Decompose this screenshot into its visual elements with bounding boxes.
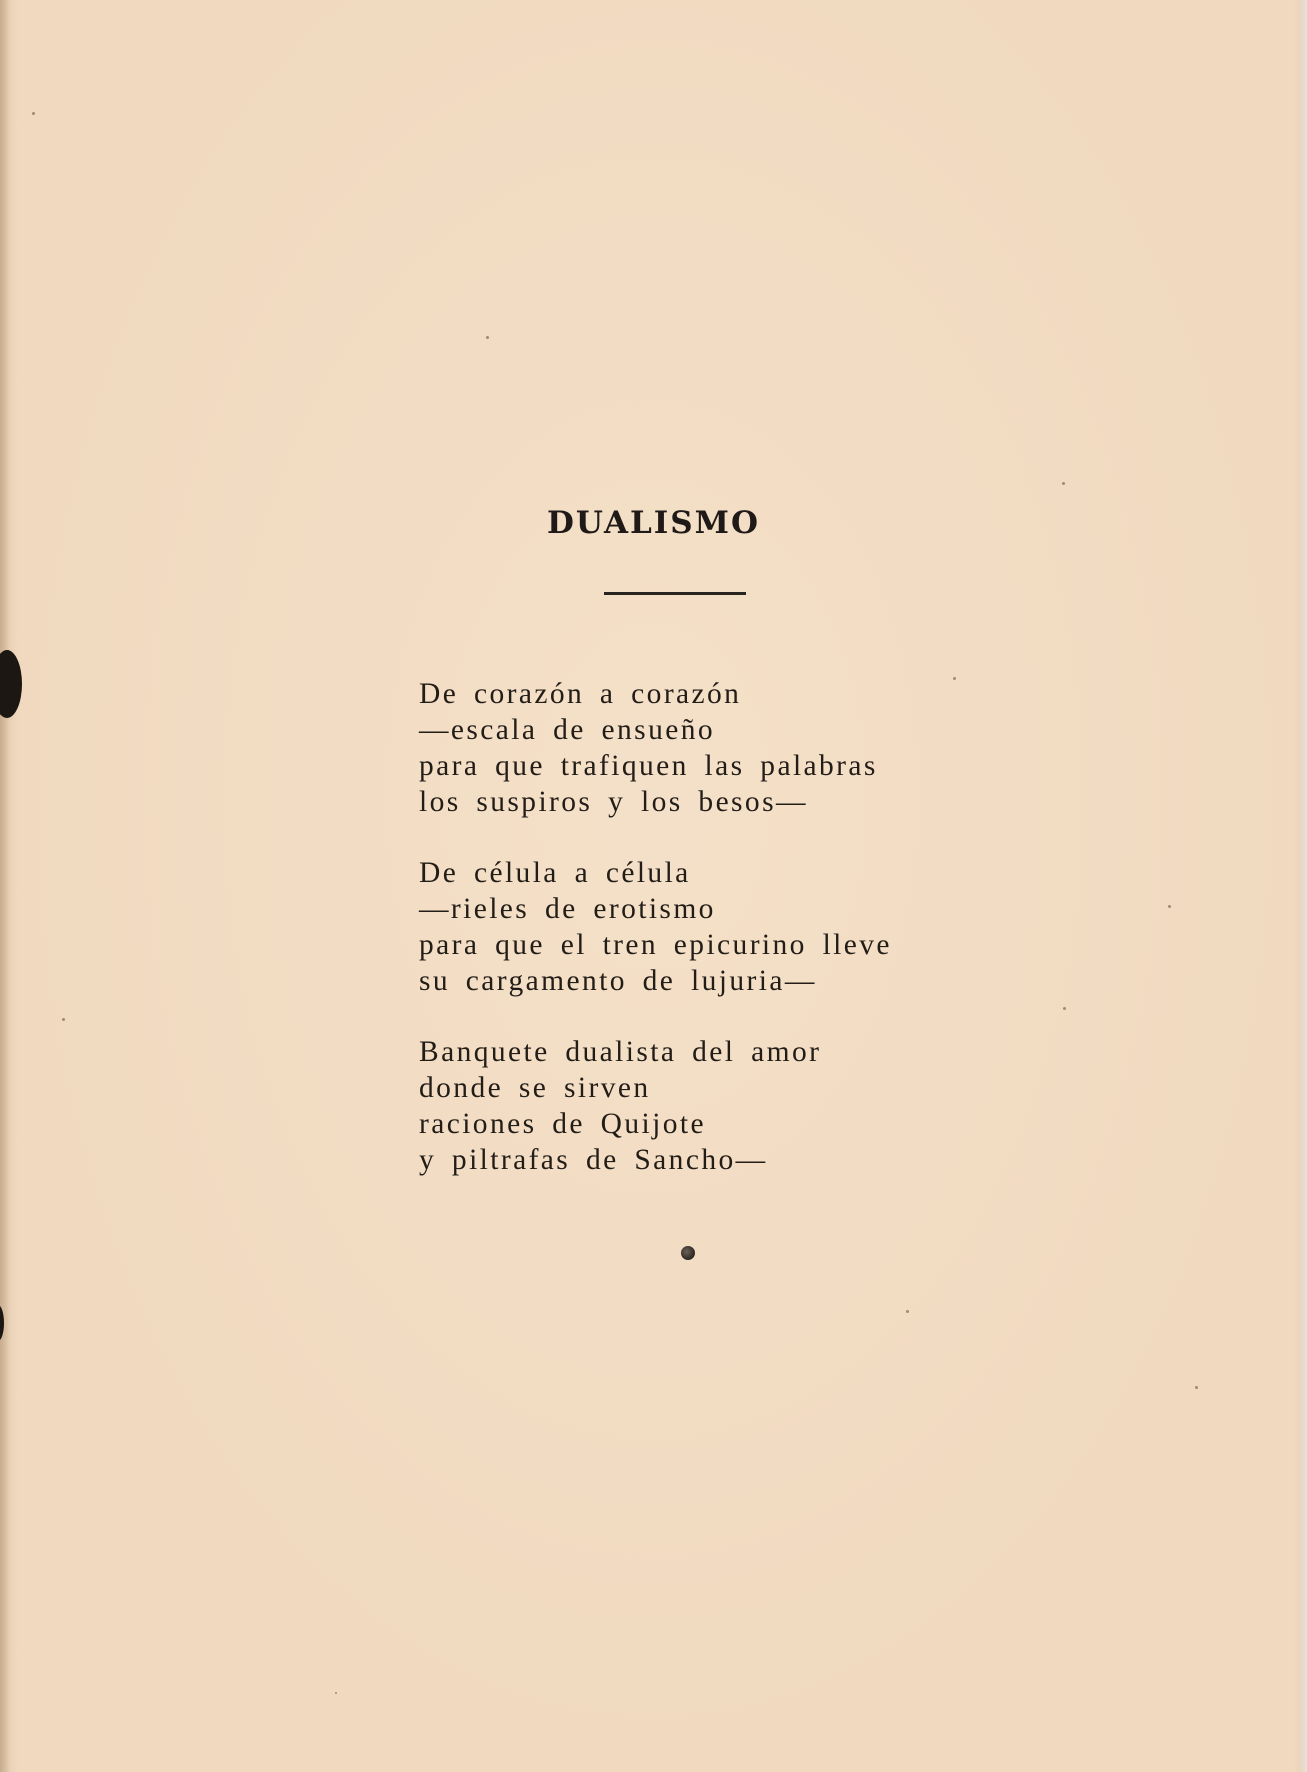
paper-speck [1168,905,1171,908]
stanza-1 [419,676,892,820]
verse-line: De célula a célula [419,857,691,889]
verse-line: —escala de ensueño [419,714,716,746]
verse-line: su cargamento de lujuria— [419,965,817,997]
end-ornament-dot [681,1246,695,1260]
paper-speck [1195,1386,1198,1389]
paper-speck [62,1018,65,1021]
paper-speck [1062,482,1065,485]
verse-line: donde se sirven [419,1072,651,1104]
paper-speck [486,336,489,339]
verse-line: raciones de Quijote [419,1108,706,1140]
verse-line: Banquete dualista del amor [419,1036,822,1068]
verse-line: —rieles de erotismo [419,893,716,925]
verse-line: De corazón a corazón [419,678,742,710]
paper-speck [335,1692,337,1694]
binding-hole-upper [0,650,22,718]
paper-speck [32,112,35,115]
paper-speck [1063,1007,1066,1010]
poem-title: DUALISMO [546,504,761,541]
paper-speck [906,1310,909,1313]
paper-speck [953,677,956,680]
page-right-edge [1299,0,1307,1772]
verse-line: y piltrafas de Sancho— [419,1144,768,1176]
title-divider [604,592,746,595]
poem-body [419,676,892,1178]
stanza-3 [419,1034,892,1178]
page-left-edge-shadow [0,0,10,1772]
verse-line: para que trafiquen las palabras [419,750,878,782]
verse-line: los suspiros y los besos— [419,786,808,818]
stanza-2 [419,855,892,999]
verse-line: para que el tren epicurino lleve [419,929,892,961]
